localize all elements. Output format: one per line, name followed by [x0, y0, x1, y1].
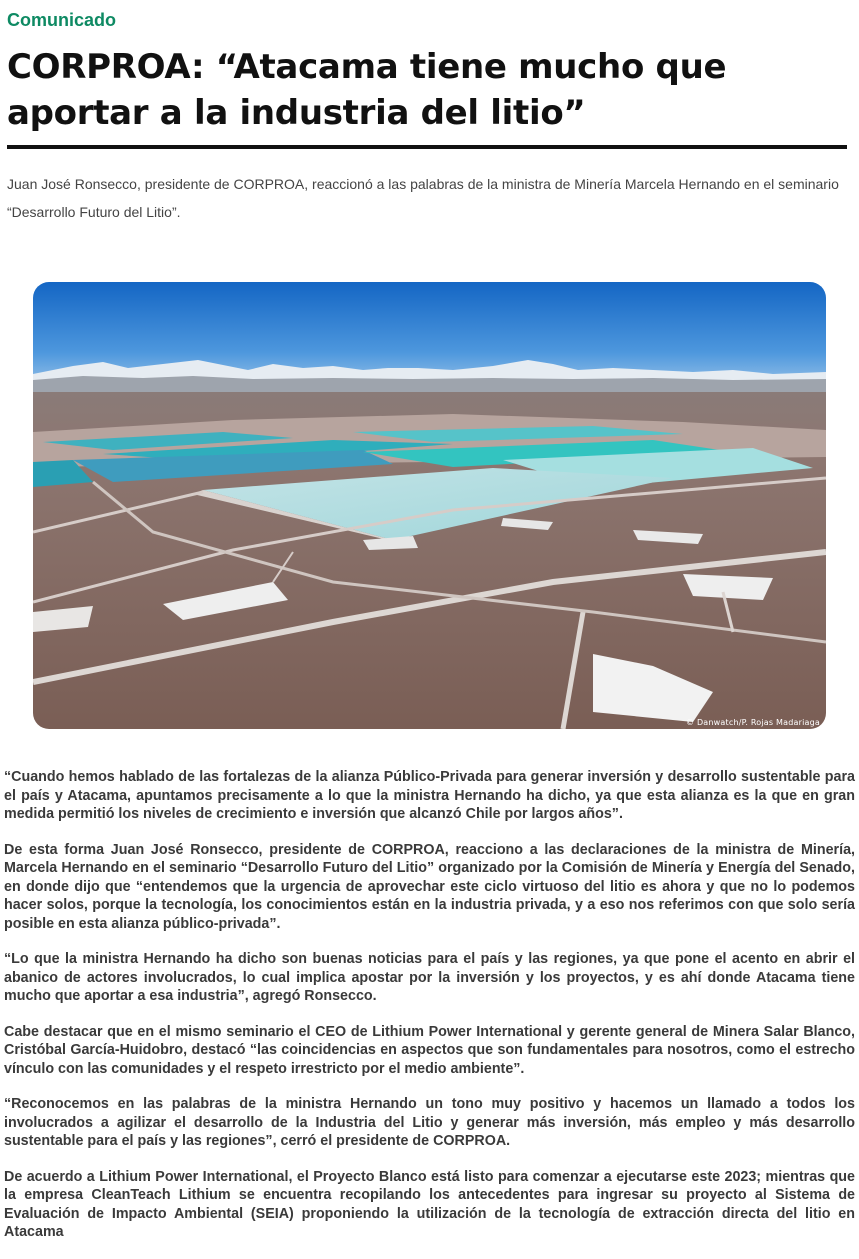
article-lead: Juan José Ronsecco, presidente de CORPROA, reaccionó a las palabras de la ministra de Minería Marcela Hernando en el seminario “Desarrollo Futuro del Litio”.	[7, 176, 839, 220]
article-paragraph: De acuerdo a Lithium Power International, el Proyecto Blanco está listo para comenzar a ejecutarse este 2023; mientras que la empresa CleanTeach Lithium se encuentra recopilando los antecedentes para ingresar su proyecto al Sistema de Evaluación de Impacto Ambiental (SEIA) proponiendo la utilización de la tecnología de extracción directa del litio en Atacama	[4, 1168, 855, 1240]
article-paragraph: “Reconocemos en las palabras de la ministra Hernando un tono muy positivo y hacemos un llamado a todos los involucrados a agilizar el desarrollo de la Industria del Litio y generar más inversión, más empleo y más desarrollo sustentable para el país y las regiones”, cerró el presidente de CORPROA.	[4, 1096, 855, 1149]
article-paragraph: Cabe destacar que en el mismo seminario el CEO de Lithium Power International y gerente general de Minera Salar Blanco, Cristóbal García-Huidobro, destacó “las coincidencias en aspectos que son fundamentales para nosotros, como el estrecho vínculo con las comunidades y el respeto irrestricto por el medio ambiente”.	[4, 1023, 855, 1077]
photo-credit: © Danwatch/P. Rojas Madariaga	[686, 718, 820, 727]
article-body	[4, 768, 855, 1259]
article-title: CORPROA: “Atacama tiene mucho que aportar a la industria del litio”	[7, 47, 727, 133]
article-paragraph: De esta forma Juan José Ronsecco, presidente de CORPROA, reacciono a las declaraciones de la ministra de Minería, Marcela Hernando en el seminario “Desarrollo Futuro del Litio” organizado por la Comisión de Minería y Energía del Senado, en donde dijo que “entendemos que la urgencia de aprovechar este ciclo virtuoso del litio es ahora y que no lo podemos hacer solos, porque la tecnología, los conocimientos están en la industria privada, y a eso nos referimos con que solo sería posible en esta alianza público-privada”.	[4, 841, 855, 932]
article-paragraph: “Cuando hemos hablado de las fortalezas de la alianza Público-Privada para generar inversión y desarrollo sustentable para el país y Atacama, apuntamos precisamente a lo que la ministra Hernando ha dicho, ya que esta alianza es la que en gran medida permitió los niveles de crecimiento e inversión que alcanzó Chile por largos años”.	[4, 769, 855, 822]
article-paragraph: “Lo que la ministra Hernando ha dicho son buenas noticias para el país y las regiones, ya que pone el acento en abrir el abanico de actores involucrados, lo cual implica apostar por la inversión y los proyectos, y es ahí donde Atacama tiene mucho que aportar a esa industria”, agregó Ronsecco.	[4, 951, 855, 1004]
article-category: Comunicado	[7, 10, 117, 30]
title-divider	[7, 145, 847, 149]
lithium-ponds-aerial-image	[33, 282, 826, 729]
article-photo	[33, 282, 826, 729]
